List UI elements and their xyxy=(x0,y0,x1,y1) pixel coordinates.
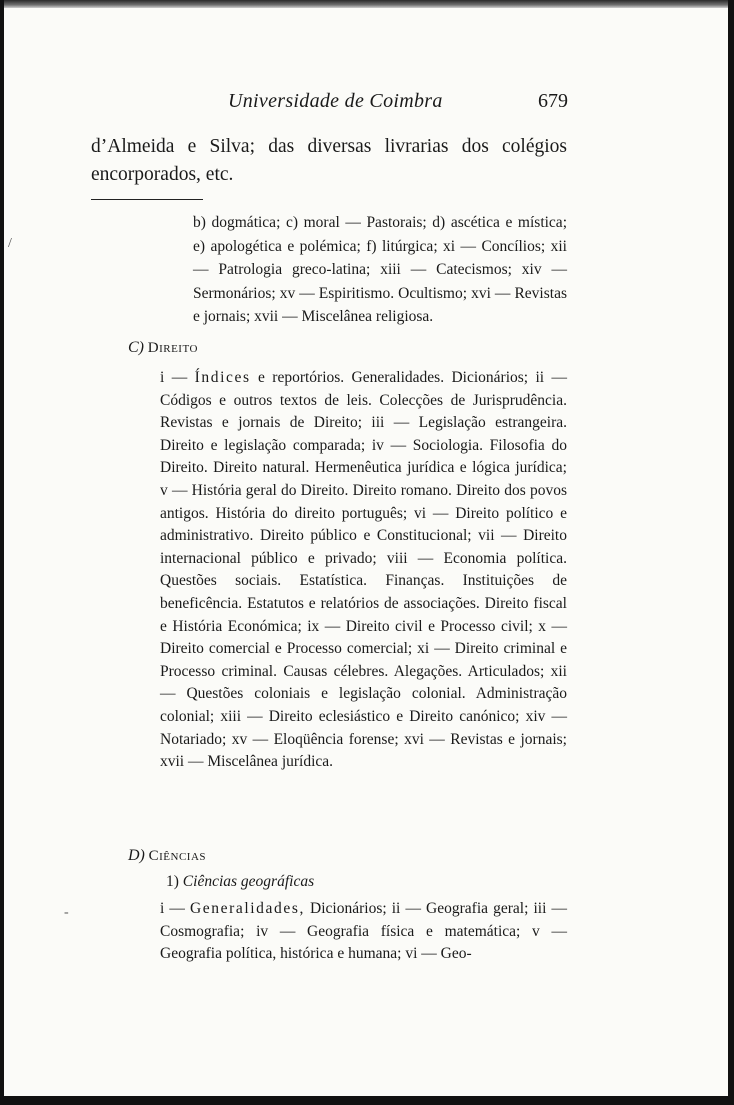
section-heading-ciencias xyxy=(128,847,206,865)
margin-tick-mark: / xyxy=(8,236,12,251)
section-title: Ciências xyxy=(148,848,207,864)
scan-border-top xyxy=(0,0,734,8)
page-number: 679 xyxy=(538,90,568,112)
section-text: e reportórios. Generalidades. Dicionários; ii — Códigos e outros textos de leis. Colecções de Jurisprudência. Revistas e jornais de Direito; iii — Legislação estrangeira. Direito e legislação comparada; iv — Sociologia. Filosofia do Direito. Direito natural. Hermenêutica jurídica e lógica jurídica; v — História geral do Direito. Direito romano. Direito dos povos antigos. História do direito português; vi — Direito político e administrativo. Direito público e Constitucional; vii — Direito internacional público e privado; viii — Economia política. Questões sociais. Estatística. Finanças. Instituições de beneficência. Estatutos e relatórios de associações. Direito fiscal e História Económica; ix — Direito civil e Processo civil; x — Direito comercial e Processo comercial; xi — Direito criminal e Processo criminal. Causas célebres. Alegações. Articulados; xii — Questões coloniais e legislação colonial. Administração colonial; xiii — Direito eclesiástico e Direito canónico; xiv — Notariado; xv — Eloqüência forense; xvi — Revistas e jornais; xvii — Miscelânea jurídica. xyxy=(160,369,568,771)
subsection-heading xyxy=(166,873,314,891)
running-title: Universidade de Coimbra xyxy=(228,90,443,112)
lead-numeral: i — xyxy=(160,369,188,386)
section-letter: C) xyxy=(128,339,144,356)
footnote-paragraph: b) dogmática; c) moral — Pastorais; d) ascética e mística; e) apologética e polémica; f) litúrgica; xi — Concílios; xii — Patrologia greco-latina; xiii — Catecismos; xiv — Sermonários; xv — Espiritismo. Ocultismo; xvi — Revistas e jornais; xvii — Miscelânea religiosa. xyxy=(193,214,567,325)
lead-word: Índices xyxy=(194,369,251,386)
subsection-title: Ciências geográficas xyxy=(182,873,315,890)
section-heading-direito xyxy=(128,339,198,357)
footnote-divider xyxy=(91,199,203,200)
running-head xyxy=(228,90,568,116)
section-text: Dicionários; ii — Geografia geral; iii — Cosmografia; iv — Geografia física e matemática; v — Geografia política, histórica e humana; vi — Geo- xyxy=(160,900,567,963)
scan-border-left xyxy=(0,0,4,1105)
lead-numeral: i — xyxy=(160,900,185,917)
scan-border-right xyxy=(728,0,734,1105)
margin-tick-mark: - xyxy=(64,905,69,920)
lead-word: Generalidades, xyxy=(190,900,305,917)
scan-border-bottom xyxy=(0,1096,734,1105)
section-body-ciencias xyxy=(160,898,567,966)
section-letter: D) xyxy=(128,847,145,864)
continuation-paragraph: d’Almeida e Silva; das diversas livrarias dos colégios encorporados, etc. xyxy=(91,136,567,185)
section-title: Direito xyxy=(147,340,198,356)
subsection-number: 1) xyxy=(166,873,179,890)
section-body-direito xyxy=(160,367,567,774)
